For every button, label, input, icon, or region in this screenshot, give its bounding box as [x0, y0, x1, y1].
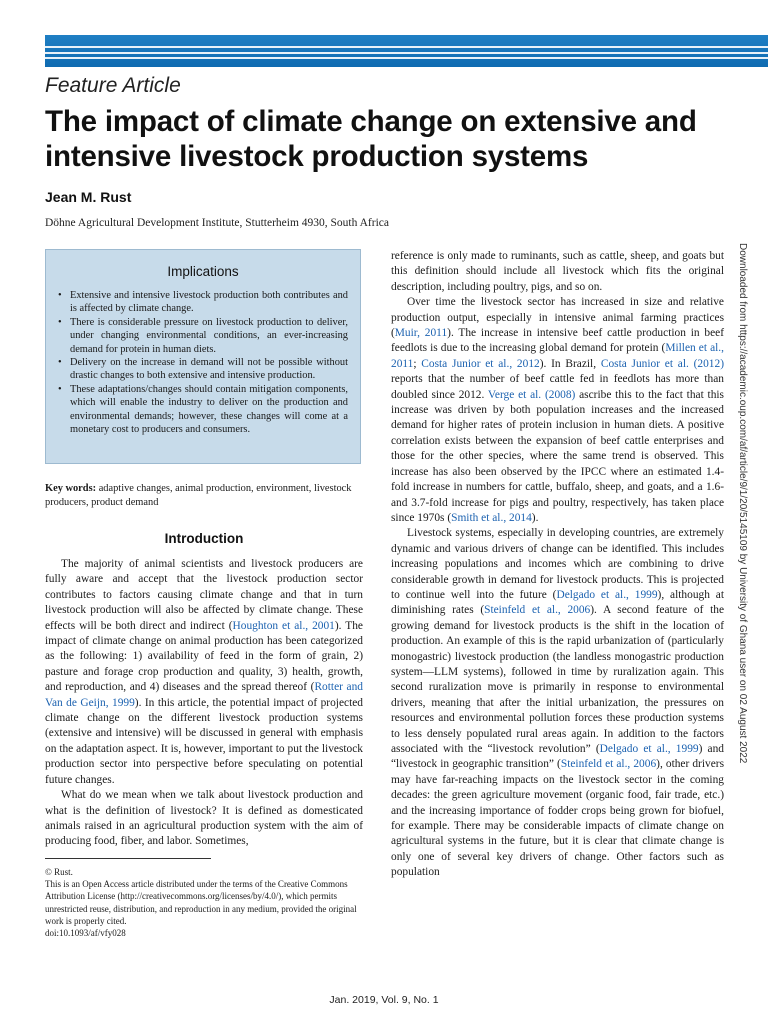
- keywords-label: Key words:: [45, 483, 97, 494]
- keywords: [45, 482, 363, 510]
- paragraph: Over time the livestock sector has increased in size and relative production output, especially in intensive animal farming practices (Muir, 2011). The increase in intensive beef cattle production in beef feedlots is due to the increasing global demand for protein (Millen et al., 2011; Costa Junior et al., 2012). In Brazil, Costa Junior et al. (2012) reports that the number of beef cattle fed in feedlots has more than doubled since 2012. Verge et al. (2008) ascribe this to the fact that this increase was driven by both population increases and the increased demand for higher rates of protein inclusion in human diets. A positive correlation exists between the expansion of beef cattle enterprises and those for the other species, where the same trend is observed. This increase has also been observed by the IPCC where an estimated 1.4-fold increase in numbers for cattle, buffalo, sheep, and goats, and a 1.6- and 3.7-fold increase for pigs and poultry, respectively, has taken place since 1970s (Smith et al., 2014).: [391, 296, 724, 524]
- citation-link[interactable]: Costa Junior et al. (2012): [600, 357, 724, 370]
- implication-item: • Delivery on the increase in demand will not be possible without drastic changes to both extensive and intensive production.: [58, 357, 348, 382]
- banner-stripe: [45, 52, 768, 54]
- implications-box: [45, 249, 361, 464]
- footnote-rule: [45, 858, 211, 859]
- implication-item: • There is considerable pressure on livestock production to deliver, under changing environmental conditions, an ever-increasing demand for protein in human diets.: [58, 316, 348, 355]
- paragraph: Livestock systems, especially in developing countries, are extremely dynamic and various drivers of change can be identified. This includes increasing populations and incomes which are combining to drive considerable growth in demand for livestock products. This is projected to continue well into the future (Delgado et al., 1999), although at diminishing rates (Steinfeld et al., 2006). A second feature of the growing demand for livestock products is the shift in the location of production. An example of this is the rapid urbanization of (particularly monogastric) livestock production (the landless monogastric production system—LLM systems), followed in time by ruralization again. This second ruralization move is primarily in response to environmental drivers, meaning that after the initial urbanization, the pressures on resources and environmental pollution forces these production systems to less densely populated rural areas again. In addition to the factors associated with the “livestock revolution” (Delgado et al., 1999) and “livestock in geographic transition” (Steinfeld et al., 2006), other drivers may have far-reaching impacts on the livestock sector in the coming decades: the green agriculture movement (organic food, fair trade, etc.) and the increasing importance of fodder crops being grown for biofuel, for example. There may be considerable impacts of climate change on agricultural systems in the future, but it is clear that climate change is only one of several key drivers of change. Other factors such as population: [391, 527, 725, 879]
- license-text: This is an Open Access article distributed under the terms of the Creative Commons Attribution License (http://creativecommons.org/licenses/by/4.0/), which permits unrestricted reuse, distribution, and reproduction in any medium, provided the original work is properly cited.: [45, 879, 357, 926]
- citation-link[interactable]: Delgado et al., 1999: [556, 588, 658, 601]
- bullet-icon: •: [58, 290, 62, 301]
- journal-banner: [45, 35, 768, 67]
- citation-link[interactable]: Rotter and Van de Geijn, 1999: [45, 681, 363, 709]
- citation-link[interactable]: Steinfeld et al., 2006: [484, 604, 591, 617]
- citation-link[interactable]: Costa Junior et al., 2012: [421, 357, 540, 370]
- issue-footer: Jan. 2019, Vol. 9, No. 1: [329, 994, 439, 1006]
- author-name: Jean M. Rust: [45, 189, 132, 205]
- citation-link[interactable]: Verge et al. (2008): [487, 388, 576, 401]
- copyright-line: © Rust.: [45, 867, 73, 877]
- implication-item: • These adaptations/changes should contain mitigation components, which will enable the industry to deliver on the production and environmental demands; however, these changes will come at a monetary cost to producers and consumers.: [58, 383, 348, 436]
- paragraph: What do we mean when we talk about livestock production and what is the definition of livestock? It is defined as domesticated animals raised in an agricultural production system with the aim of producing food, fiber, and labor. Sometimes,: [45, 789, 363, 848]
- bullet-icon: •: [58, 316, 62, 328]
- footnote: [45, 866, 363, 939]
- banner-stripe: [45, 46, 768, 48]
- bullet-icon: •: [58, 357, 62, 369]
- author-affiliation: Döhne Agricultural Development Institute, Stutterheim 4930, South Africa: [45, 217, 389, 229]
- citation-link[interactable]: Millen et al., 2011: [391, 342, 724, 370]
- download-notice: Downloaded from https://academic.oup.com/af/article/9/1/20/5145109 by University of Ghana user on 02 August 2022: [737, 243, 748, 764]
- introduction-heading: Introduction: [164, 531, 244, 546]
- left-column-body: [45, 557, 363, 850]
- implications-list: [58, 289, 348, 436]
- doi[interactable]: doi:10.1093/af/vfy028: [45, 928, 126, 939]
- paragraph: reference is only made to ruminants, such as cattle, sheep, and goats but this definition should include all livestock which fits the original description, including poultry, pigs, and so on.: [391, 250, 724, 293]
- citation-link[interactable]: Delgado et al., 1999: [599, 743, 699, 755]
- paragraph: The majority of animal scientists and livestock producers are fully aware and accept that the livestock production sector contributes to factors causing climate change and that in turn livestock production will also be affected by climate change. These effects will be both direct and indirect (Houghton et al., 2001). The impact of climate change on animal production has been categorized as the following: 1) availability of feed in the form of grain, 2) pasture and forage crop production and quality, 3) health, growth, and reproduction, and 4) diseases and the spread thereof (Rotter and Van de Geijn, 1999). In this article, the potential impact of projected climate change on the different livestock production systems (extensive and intensive) will be discussed in general with emphasis on the adaptation aspect. It is, however, important to put the livestock production sector into perspective before speculating on potential future changes.: [45, 558, 363, 786]
- citation-link[interactable]: Smith et al., 2014: [451, 511, 532, 524]
- right-column-body: [391, 249, 724, 881]
- bullet-icon: •: [58, 383, 62, 395]
- citation-link[interactable]: Steinfeld et al., 2006: [560, 758, 657, 771]
- section-label: Feature Article: [45, 74, 181, 97]
- article-title: The impact of climate change on extensive and intensive livestock production systems: [45, 105, 697, 173]
- keywords-text: adaptive changes, animal production, environment, livestock producers, product demand: [45, 483, 352, 508]
- banner-stripe: [45, 57, 768, 59]
- download-sidebar: [733, 243, 755, 783]
- citation-link[interactable]: Houghton et al., 2001: [232, 619, 335, 632]
- citation-link[interactable]: Muir, 2011: [394, 327, 448, 340]
- implication-item: • Extensive and intensive livestock production both contributes and is affected by climate change.: [58, 290, 348, 315]
- implications-heading: Implications: [167, 264, 239, 279]
